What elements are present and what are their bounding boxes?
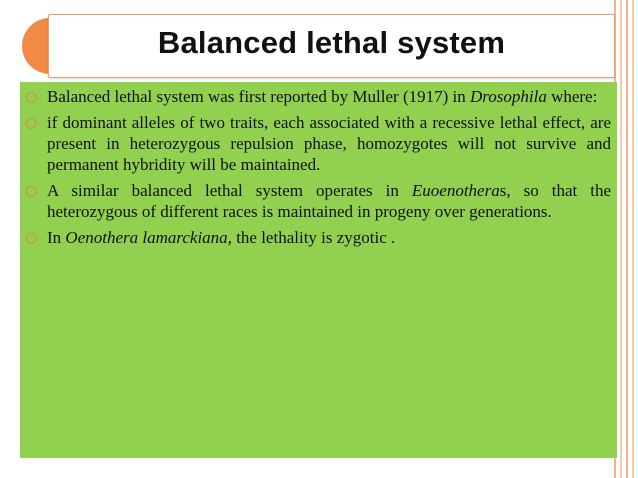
bullet-item: ○ A similar balanced lethal system operates in Euoenotheras, so that the heterozygous of different races is maintained in progeny over generations.	[25, 181, 611, 221]
title-box	[48, 14, 615, 78]
circle-bullet-icon: ○	[25, 115, 38, 131]
circle-bullet-icon: ○	[25, 230, 38, 246]
circle-bullet-icon: ○	[25, 183, 38, 199]
content-area	[20, 82, 617, 458]
bullet-list	[20, 82, 617, 248]
circle-bullet-icon: ○	[25, 89, 38, 105]
slide-title: Balanced lethal system	[157, 25, 506, 60]
bullet-item: ○ In Oenothera lamarckiana, the lethality is zygotic .	[25, 228, 396, 247]
bullet-item: ○ if dominant alleles of two traits, each associated with a recessive lethal effect, are present in heterozygous repulsion phase, homozygotes will not survive and permanent hybridity will be maintained.	[25, 113, 611, 174]
bullet-item: ○ Balanced lethal system was first reported by Muller (1917) in Drosophila where:	[25, 87, 598, 106]
